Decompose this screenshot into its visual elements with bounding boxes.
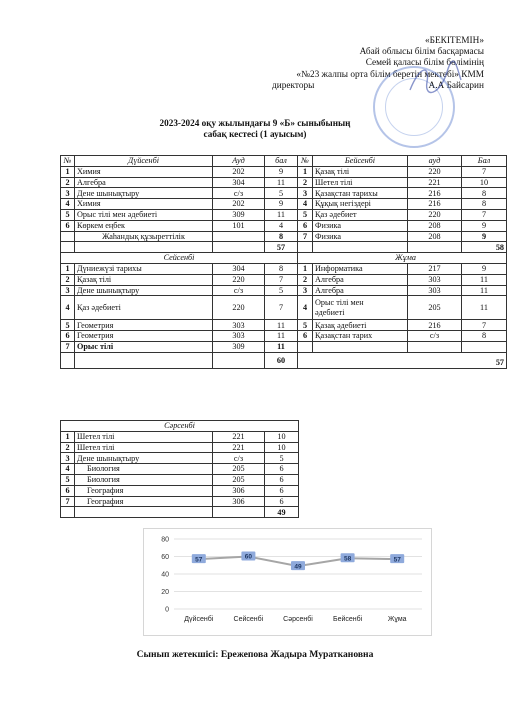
lesson-number: 2 — [298, 274, 313, 285]
lesson-number — [298, 341, 313, 352]
subject: Алгебра — [313, 285, 408, 296]
room: с/з — [213, 188, 265, 199]
points: 6 — [265, 474, 299, 485]
subject: Алгебра — [313, 274, 408, 285]
room: 101 — [213, 220, 265, 231]
points: 11 — [462, 274, 507, 285]
room: 208 — [408, 220, 462, 231]
total-points: 58 — [462, 242, 507, 253]
column-header: Бейсенбі — [313, 156, 408, 167]
lesson-number: 6 — [61, 331, 75, 342]
empty-cell — [213, 352, 265, 368]
lesson-number: 6 — [298, 220, 313, 231]
room: 309 — [213, 209, 265, 220]
points: 8 — [462, 199, 507, 210]
empty-cell — [313, 242, 408, 253]
column-header: Дүйсенбі — [75, 156, 213, 167]
lesson-number: 1 — [61, 263, 75, 274]
table-row — [61, 442, 299, 453]
totals-row — [61, 242, 507, 253]
room: 217 — [408, 263, 462, 274]
subject: Шетел тілі — [75, 442, 213, 453]
table-row — [61, 166, 507, 177]
lesson-number: 7 — [61, 341, 75, 352]
points: 5 — [265, 188, 298, 199]
empty-cell — [61, 352, 75, 368]
table-row — [61, 220, 507, 231]
room: 221 — [408, 177, 462, 188]
empty-cell — [213, 242, 265, 253]
director-role: директоры — [272, 80, 315, 91]
room — [408, 341, 462, 352]
room: 208 — [408, 231, 462, 242]
lesson-number: 4 — [298, 296, 313, 320]
points: 9 — [462, 263, 507, 274]
table-row — [61, 209, 507, 220]
column-header: Ауд — [213, 156, 265, 167]
room: 309 — [213, 341, 265, 352]
room: 216 — [408, 320, 462, 331]
lesson-number: 5 — [298, 320, 313, 331]
totals-row — [61, 352, 507, 368]
table-row — [61, 453, 299, 464]
subject: Қазақ тілі — [75, 274, 213, 285]
subject: Геометрия — [75, 320, 213, 331]
subject: Дүниежүзі тарихы — [75, 263, 213, 274]
lesson-number: 7 — [61, 496, 75, 507]
points: 6 — [265, 496, 299, 507]
day-header-row — [61, 253, 507, 264]
table-row — [61, 320, 507, 331]
subject: Шетел тілі — [313, 177, 408, 188]
day-header-row — [61, 421, 299, 432]
room: 202 — [213, 199, 265, 210]
approval-line-4: «№23 жалпы орта білім беретін мектебі» КММ — [296, 69, 484, 80]
empty-cell — [408, 242, 462, 253]
subject: Жаһандық құзыреттілік — [75, 231, 213, 242]
points: 10 — [265, 431, 299, 442]
y-tick-label: 40 — [161, 571, 169, 579]
chart-svg — [144, 529, 431, 635]
y-tick-label: 20 — [161, 589, 169, 596]
subject: Информатика — [313, 263, 408, 274]
table-row — [61, 464, 299, 475]
subject: Физика — [313, 231, 408, 242]
lesson-number: 2 — [298, 177, 313, 188]
room: с/з — [213, 453, 265, 464]
points: 8 — [265, 263, 298, 274]
points: 11 — [265, 209, 298, 220]
points: 10 — [462, 177, 507, 188]
approval-line-3: Семей қаласы білім бөлімінің — [365, 58, 484, 69]
room: с/з — [213, 285, 265, 296]
points: 9 — [462, 231, 507, 242]
subject: Қазақстан тарих — [313, 331, 408, 342]
subject: Орыс тілі — [75, 341, 213, 352]
lesson-number: 3 — [298, 188, 313, 199]
subject: Орыс тілі мен әдебиеті — [75, 209, 213, 220]
schedule-title-line-2: сабақ кестесі (1 ауысым) — [203, 129, 307, 139]
x-tick-label: Сәрсенбі — [283, 616, 313, 623]
points: 7 — [265, 274, 298, 285]
table-row — [61, 496, 299, 507]
lesson-number: 3 — [61, 188, 75, 199]
day-header: Жұма — [298, 253, 507, 264]
schedule-table-wednesday — [60, 420, 299, 518]
points: 11 — [265, 177, 298, 188]
points: 6 — [265, 464, 299, 475]
points: 5 — [265, 453, 299, 464]
lesson-number: 1 — [298, 263, 313, 274]
subject: Шетел тілі — [75, 431, 213, 442]
approval-line-1: «БЕКІТЕМІН» — [424, 36, 484, 46]
subject: География — [75, 496, 213, 507]
points: 11 — [265, 331, 298, 342]
lesson-number: 2 — [61, 177, 75, 188]
room: 303 — [408, 285, 462, 296]
room: 216 — [408, 188, 462, 199]
empty-cell — [75, 352, 213, 368]
points: 4 — [265, 220, 298, 231]
x-tick-label: Сейсенбі — [233, 616, 264, 623]
points: 9 — [265, 199, 298, 210]
lesson-number: 2 — [61, 274, 75, 285]
room: 202 — [213, 166, 265, 177]
lesson-number: 4 — [61, 296, 75, 320]
points: 11 — [462, 296, 507, 320]
director-name: А.А Байсарин — [428, 80, 484, 91]
lesson-number: 5 — [61, 209, 75, 220]
empty-cell — [298, 242, 313, 253]
subject: Алгебра — [75, 177, 213, 188]
empty-cell — [61, 242, 75, 253]
subject: Қазақстан тарихы — [313, 188, 408, 199]
room: 221 — [213, 442, 265, 453]
y-tick-label: 80 — [161, 536, 169, 544]
x-tick-label: Бейсенбі — [332, 616, 363, 623]
lesson-number: 3 — [61, 453, 75, 464]
room: 304 — [213, 263, 265, 274]
subject: Физика — [313, 220, 408, 231]
data-label: 49 — [294, 563, 302, 571]
data-label: 57 — [393, 556, 401, 564]
table-header-row — [61, 156, 507, 167]
table-row — [61, 485, 299, 496]
room: 205 — [213, 464, 265, 475]
lesson-number: 5 — [61, 320, 75, 331]
column-header: ауд — [408, 156, 462, 167]
subject: Биология — [75, 464, 213, 475]
empty-cell — [75, 242, 213, 253]
subject: Қаз әдебиеті — [75, 296, 213, 320]
total-points: 57 — [265, 242, 298, 253]
schedule-title-line-1: 2023-2024 оқу жылындағы 9 «Б» сыныбының — [159, 118, 351, 128]
points: 8 — [265, 231, 298, 242]
subject: Геометрия — [75, 331, 213, 342]
room: 303 — [213, 331, 265, 342]
approval-line-2: Абай облысы білім басқармасы — [359, 47, 484, 58]
table-row — [61, 285, 507, 296]
empty-cell — [75, 507, 213, 518]
subject: Қаз әдебиет — [313, 209, 408, 220]
table-row — [61, 341, 507, 352]
x-tick-label: Жұма — [387, 616, 407, 623]
table-row — [61, 177, 507, 188]
lesson-number: 3 — [61, 285, 75, 296]
points: 11 — [462, 285, 507, 296]
lesson-number: 2 — [61, 442, 75, 453]
points: 6 — [265, 485, 299, 496]
room: 205 — [408, 296, 462, 320]
subject: Орыс тілі мен әдебиеті — [313, 296, 408, 320]
lesson-number: 6 — [298, 331, 313, 342]
data-label: 57 — [195, 556, 203, 564]
subject: Қазақ тілі — [313, 166, 408, 177]
column-header: № — [61, 156, 75, 167]
lesson-number: 5 — [61, 474, 75, 485]
lesson-number: 7 — [298, 231, 313, 242]
y-tick-label: 0 — [165, 606, 169, 614]
table-row — [61, 331, 507, 342]
room: 220 — [408, 209, 462, 220]
subject: Дене шынықтыру — [75, 453, 213, 464]
lesson-number: 4 — [61, 199, 75, 210]
points: 9 — [462, 220, 507, 231]
lesson-number — [61, 231, 75, 242]
room: 216 — [408, 199, 462, 210]
points: 5 — [265, 285, 298, 296]
room: 303 — [408, 274, 462, 285]
table-row — [61, 199, 507, 210]
table-row — [61, 274, 507, 285]
lesson-number: 4 — [61, 464, 75, 475]
subject: География — [75, 485, 213, 496]
lesson-number: 1 — [61, 431, 75, 442]
room: 220 — [408, 166, 462, 177]
points: 8 — [462, 188, 507, 199]
table-row — [61, 474, 299, 485]
subject: Құқық негіздері — [313, 199, 408, 210]
subject: Химия — [75, 199, 213, 210]
lesson-number: 4 — [298, 199, 313, 210]
totals-row — [61, 507, 299, 518]
column-header: № — [298, 156, 313, 167]
table-row — [61, 431, 299, 442]
room: 221 — [213, 431, 265, 442]
day-header: Сейсенбі — [61, 253, 298, 264]
schedule-table-main — [60, 155, 507, 369]
room: с/з — [408, 331, 462, 342]
points — [462, 341, 507, 352]
lesson-number: 1 — [61, 166, 75, 177]
total-points: 57 — [298, 352, 507, 368]
day-header: Сәрсенбі — [61, 421, 299, 432]
subject-continuation: әдебиеті — [315, 307, 345, 317]
points: 7 — [462, 320, 507, 331]
room: 205 — [213, 474, 265, 485]
points: 8 — [462, 331, 507, 342]
points: 11 — [265, 320, 298, 331]
weekly-load-chart — [143, 528, 432, 636]
room: 306 — [213, 496, 265, 507]
empty-cell — [61, 507, 75, 518]
points: 9 — [265, 166, 298, 177]
points: 7 — [462, 166, 507, 177]
total-points: 60 — [265, 352, 298, 368]
lesson-number: 3 — [298, 285, 313, 296]
room: 306 — [213, 485, 265, 496]
data-label: 58 — [343, 555, 352, 563]
x-tick-label: Дүйсенбі — [184, 616, 214, 623]
subject: Қазақ әдебиеті — [313, 320, 408, 331]
room: 220 — [213, 274, 265, 285]
total-points: 49 — [265, 507, 299, 518]
column-header: бал — [265, 156, 298, 167]
room: 304 — [213, 177, 265, 188]
director-signature — [405, 60, 465, 100]
subject: Дене шынықтыру — [75, 285, 213, 296]
points: 11 — [265, 341, 298, 352]
points: 10 — [265, 442, 299, 453]
lesson-number: 5 — [298, 209, 313, 220]
column-header: Бал — [462, 156, 507, 167]
y-tick-label: 60 — [161, 554, 169, 561]
data-label: 60 — [244, 553, 253, 561]
table-row — [61, 263, 507, 274]
lesson-number: 6 — [61, 485, 75, 496]
subject: Дене шынықтыру — [75, 188, 213, 199]
points: 7 — [462, 209, 507, 220]
subject — [313, 341, 408, 352]
subject: Көркем еңбек — [75, 220, 213, 231]
room: 220 — [213, 296, 265, 320]
room: 303 — [213, 320, 265, 331]
room — [213, 231, 265, 242]
subject: Химия — [75, 166, 213, 177]
table-row — [61, 188, 507, 199]
class-teacher: Сынып жетекшісі: Ережепова Жадыра Мураткановна — [136, 649, 374, 660]
table-row — [61, 231, 507, 242]
points: 7 — [265, 296, 298, 320]
lesson-number: 6 — [61, 220, 75, 231]
empty-cell — [213, 507, 265, 518]
subject: Биология — [75, 474, 213, 485]
lesson-number: 1 — [298, 166, 313, 177]
table-row — [61, 296, 507, 320]
